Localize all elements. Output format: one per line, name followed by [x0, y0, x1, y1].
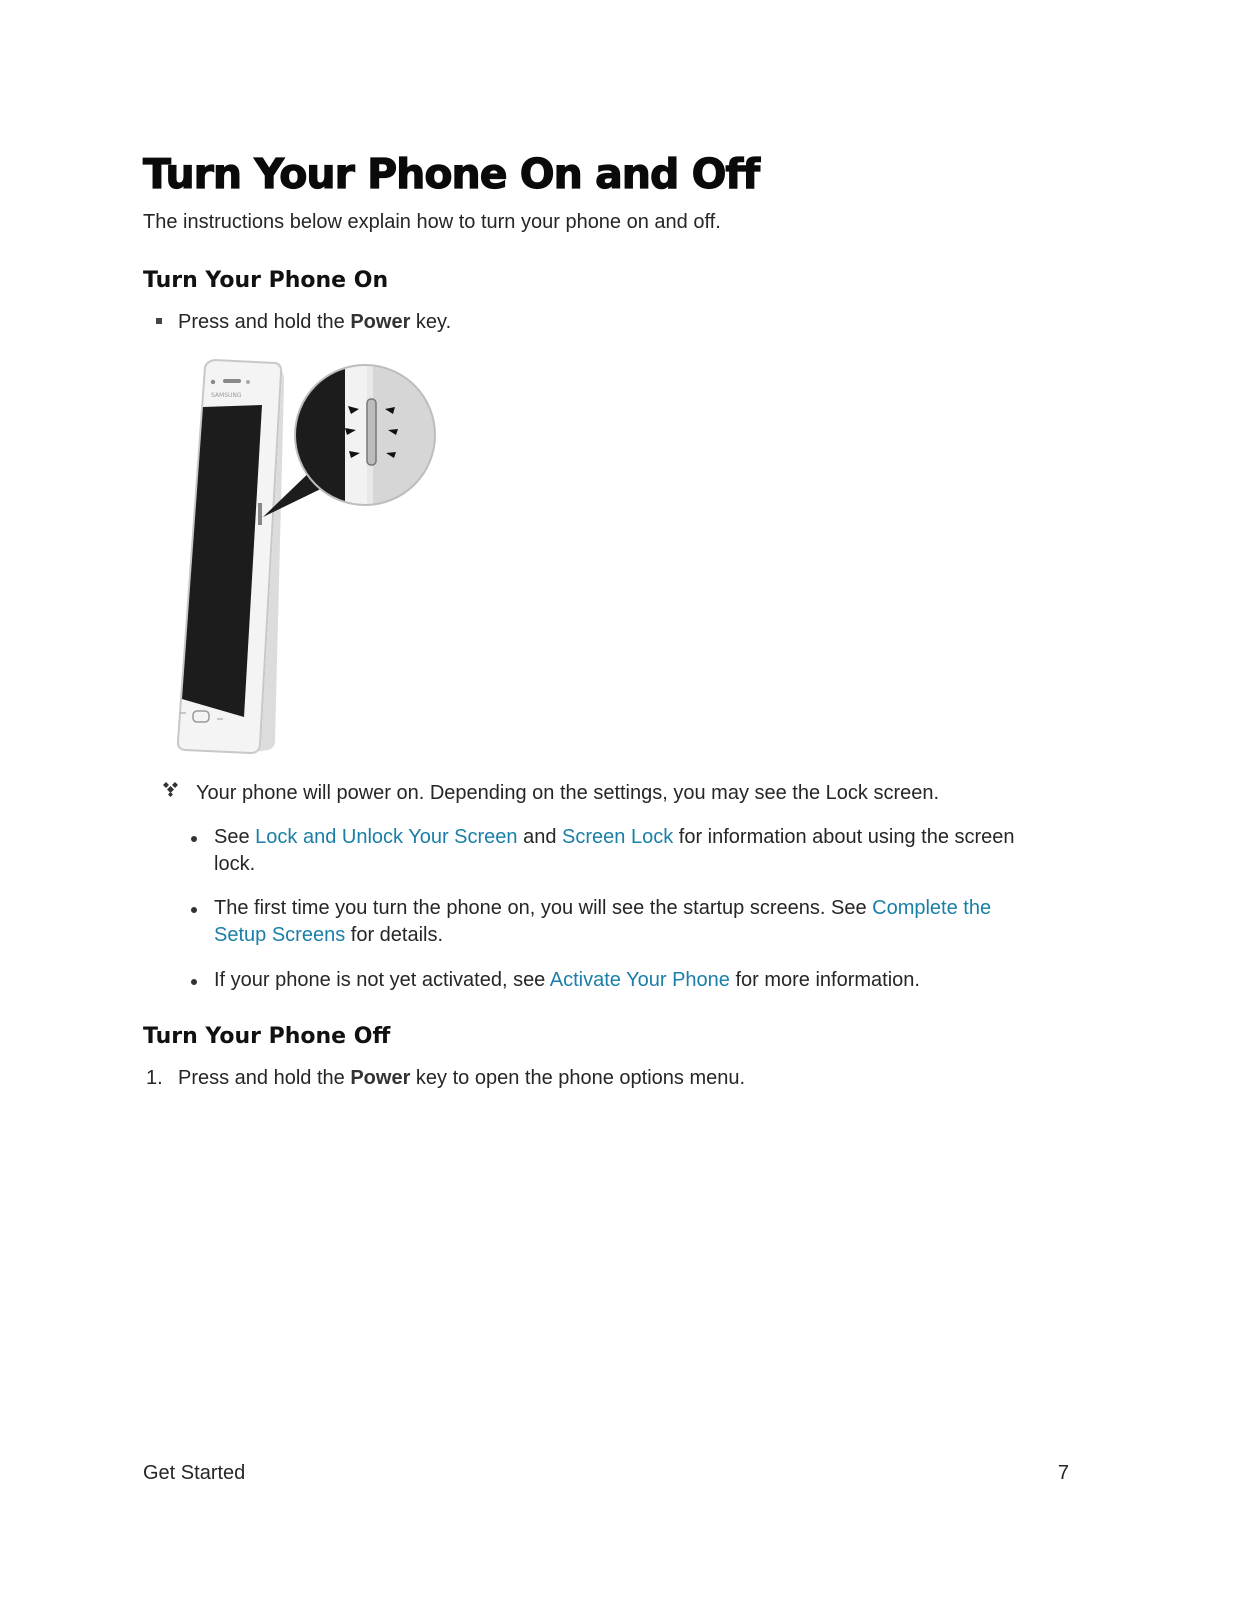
step-number: 1. [146, 1067, 163, 1089]
link-complete-setup-screens[interactable]: Complete the [872, 897, 992, 919]
footer-page-number: 7 [1057, 1462, 1069, 1484]
bullet-dot-icon [191, 836, 197, 842]
result-diamonds-icon [160, 780, 182, 800]
footer-section-name: Get Started [143, 1462, 246, 1484]
step-power-off: Press and hold the Power key to open the phone options menu. [178, 1067, 746, 1089]
step-power-on: Press and hold the Power key. [178, 311, 452, 333]
link-activate-your-phone[interactable]: Activate Your Phone [549, 969, 730, 991]
section-heading-on: Turn Your Phone On [143, 268, 389, 293]
intro-text: The instructions below explain how to turn your phone on and off. [143, 211, 721, 233]
result-text: Your phone will power on. Depending on the settings, you may see the Lock screen. [196, 782, 940, 804]
link-screen-lock[interactable]: Screen Lock [562, 826, 674, 848]
phone-power-key-illustration [165, 355, 450, 760]
section-heading-off: Turn Your Phone Off [143, 1024, 391, 1049]
power-key-label: Power [350, 311, 411, 333]
power-key-label: Power [350, 1067, 411, 1089]
brand-logo-text: SAMSUNG [211, 392, 242, 399]
link-lock-unlock-screen[interactable]: Lock and Unlock Your Screen [255, 826, 518, 848]
bullet-dot-icon [191, 907, 197, 913]
bullet-dot-icon [191, 979, 197, 985]
page-title: Turn Your Phone On and Off [143, 150, 760, 198]
list-item: If your phone is not yet activated, see Activate Your Phone for more information. [214, 969, 920, 991]
link-complete-setup-screens-cont[interactable]: Setup Screens [214, 924, 346, 946]
list-item: See Lock and Unlock Your Screen and Screen Lock for information about using the screen lock. [214, 826, 1015, 875]
list-item: The first time you turn the phone on, you will see the startup screens. See Complete the Setup Screens for details. [214, 897, 992, 946]
square-bullet-icon [156, 318, 162, 324]
